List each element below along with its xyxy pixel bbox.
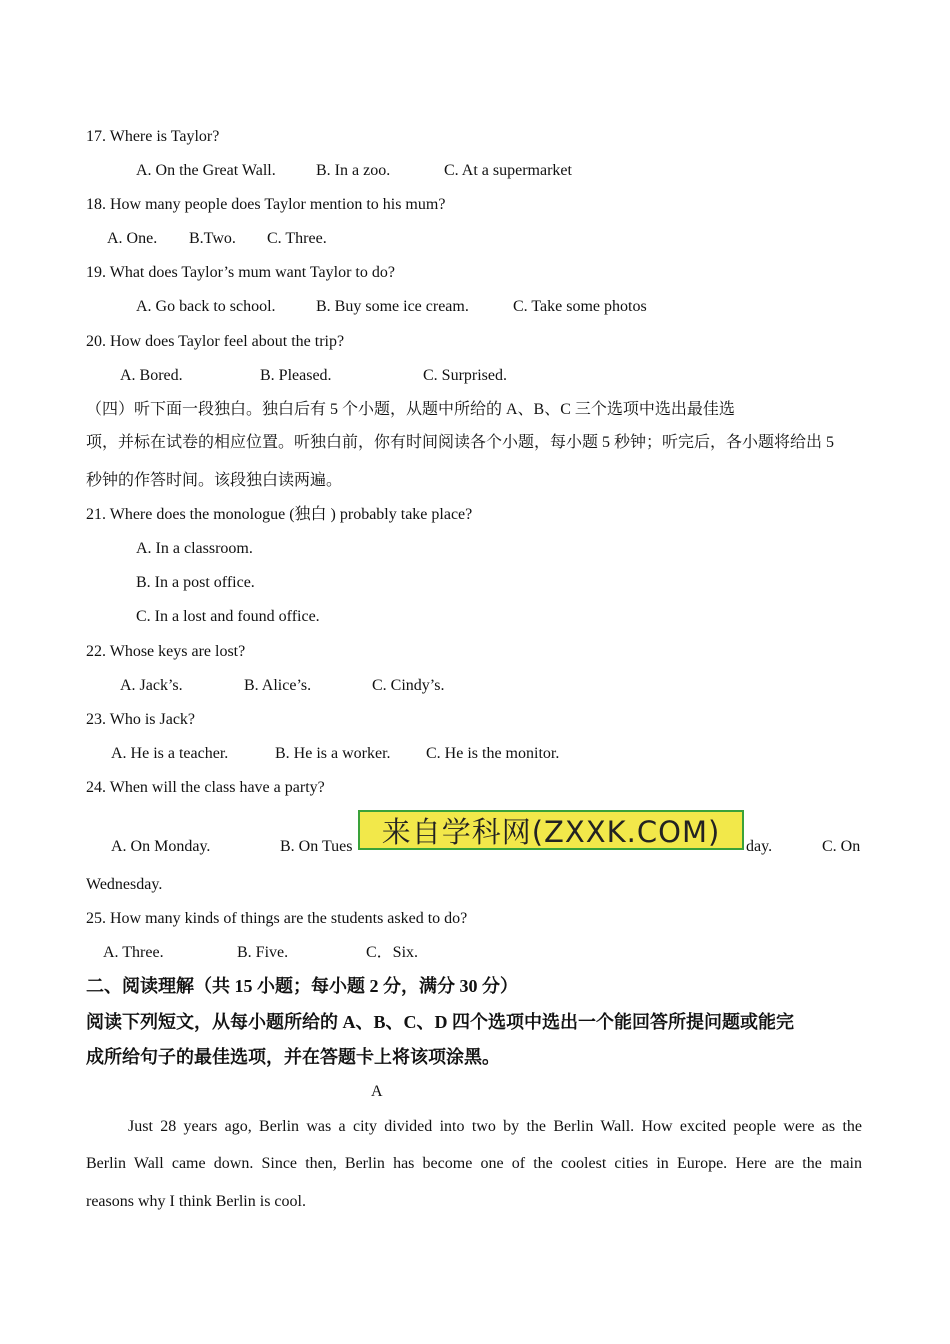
passage-label: A <box>371 1083 383 1100</box>
q18-option-b: B.Two. <box>189 230 236 247</box>
reading-instruction-line-1: 阅读下列短文，从每小题所给的 A、B、C、D 四个选项中选出一个能回答所提问题或能完 <box>86 1012 794 1032</box>
reading-section-heading: 二、阅读理解（共 15 小题；每小题 2 分，满分 30 分） <box>86 976 518 996</box>
q20-option-b: B. Pleased. <box>260 367 332 384</box>
q23-option-a: A. He is a teacher. <box>111 745 229 762</box>
q24-option-c-end: Wednesday. <box>86 876 163 893</box>
question-20-stem: 20. How does Taylor feel about the trip? <box>86 333 345 350</box>
q25-option-b: B. Five. <box>237 944 289 961</box>
q17-option-c: C. At a supermarket <box>444 162 572 179</box>
q18-option-a: A. One. <box>107 230 158 247</box>
q24-option-a: A. On Monday. <box>111 838 211 855</box>
q21-option-a: A. In a classroom. <box>136 540 253 557</box>
q19-option-b: B. Buy some ice cream. <box>316 298 469 315</box>
question-19-stem: 19. What does Taylor’s mum want Taylor to do? <box>86 264 395 281</box>
question-22-stem: 22. Whose keys are lost? <box>86 643 246 660</box>
reading-instruction-line-2: 成所给句子的最佳选项，并在答题卡上将该项涂黑。 <box>86 1047 500 1067</box>
q25-option-c: C．Six. <box>366 944 419 961</box>
watermark-banner: 来自学科网(ZXXK.COM) <box>358 810 744 850</box>
q21-option-c: C. In a lost and found office. <box>136 608 320 625</box>
q19-option-c: C. Take some photos <box>513 298 647 315</box>
q20-option-c: C. Surprised. <box>423 367 507 384</box>
question-21-stem: 21. Where does the monologue (独白 ) probably take place? <box>86 506 473 523</box>
q24-option-b-start: B. On Tues <box>280 838 353 855</box>
q17-option-b: B. In a zoo. <box>316 162 391 179</box>
question-23-stem: 23. Who is Jack? <box>86 711 196 728</box>
section-4-instruction-line-3: 秒钟的作答时间。该段独白读两遍。 <box>86 472 343 489</box>
q20-option-a: A. Bored. <box>120 367 183 384</box>
passage-paragraph-line-2: Berlin Wall came down. Since then, Berlin has become one of the coolest cities in Europe. Here are the main <box>86 1155 862 1172</box>
q19-option-a: A. Go back to school. <box>136 298 276 315</box>
q22-option-b: B. Alice’s. <box>244 677 312 694</box>
section-4-instruction-line-2: 项，并标在试卷的相应位置。听独白前，你有时间阅读各个小题，每小题 5 秒钟；听完后，各小题将给出 5 <box>86 434 835 451</box>
q24-option-b-end: day. <box>746 838 773 855</box>
q22-option-a: A. Jack’s. <box>120 677 183 694</box>
section-4-instruction-line-1: （四）听下面一段独白。独白后有 5 个小题，从题中所给的 A、B、C 三个选项中选出最佳选 <box>86 401 735 418</box>
q25-option-a: A. Three. <box>103 944 164 961</box>
question-17-stem: 17. Where is Taylor? <box>86 128 220 145</box>
passage-paragraph-line-3: reasons why I think Berlin is cool. <box>86 1193 306 1210</box>
q23-option-b: B. He is a worker. <box>275 745 391 762</box>
q23-option-c: C. He is the monitor. <box>426 745 560 762</box>
question-25-stem: 25. How many kinds of things are the students asked to do? <box>86 910 468 927</box>
q18-option-c: C. Three. <box>267 230 327 247</box>
q22-option-c: C. Cindy’s. <box>372 677 445 694</box>
question-18-stem: 18. How many people does Taylor mention to his mum? <box>86 196 446 213</box>
q24-option-c-start: C. On <box>822 838 861 855</box>
question-24-stem: 24. When will the class have a party? <box>86 779 325 796</box>
q17-option-a: A. On the Great Wall. <box>136 162 276 179</box>
q21-option-b: B. In a post office. <box>136 574 255 591</box>
passage-paragraph-line-1: Just 28 years ago, Berlin was a city divided into two by the Berlin Wall. How excited people were as the <box>128 1118 862 1135</box>
